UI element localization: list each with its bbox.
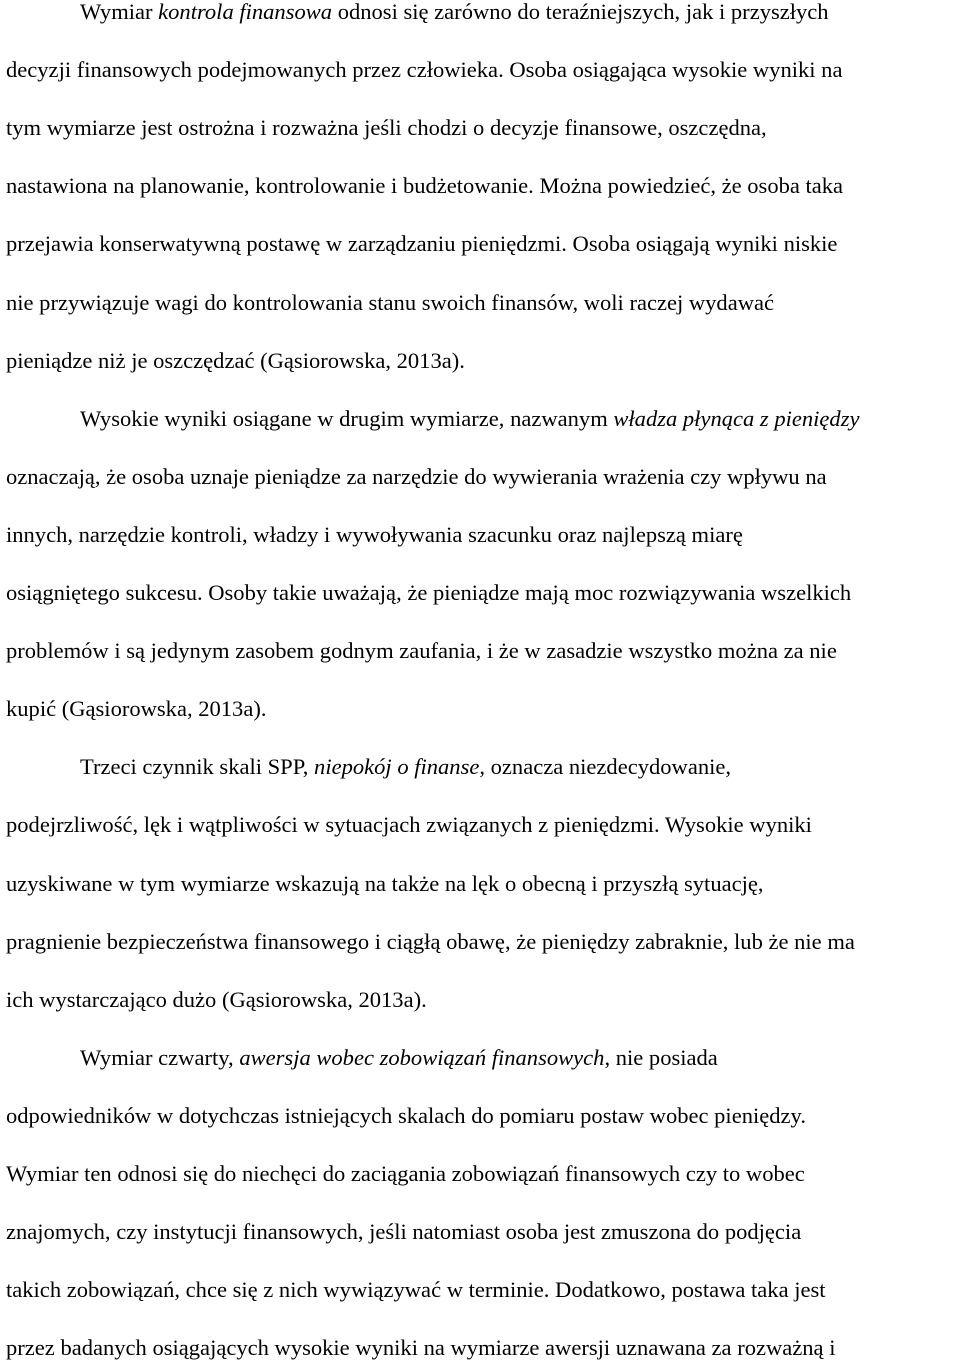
paragraph-first-line — [80, 1038, 960, 1078]
text-line — [6, 1270, 960, 1310]
text-run: tym wymiarze jest ostrożna i rozważna jeśli chodzi o decyzje finansowe, oszczędna, — [6, 115, 767, 141]
text-line — [6, 922, 960, 962]
text-line — [6, 1328, 960, 1365]
text-run: Trzeci czynnik skali SPP, — [80, 754, 315, 780]
text-line — [6, 864, 960, 904]
text-line — [6, 1154, 960, 1194]
text-run: nastawiona na planowanie, kontrolowanie i budżetowanie. Można powiedzieć, że osoba taka — [6, 173, 844, 199]
text-run: Wymiar ten odnosi się do niechęci do zaciągania zobowiązań finansowych czy to wobec — [6, 1161, 805, 1186]
italic-term: niepokój o finanse — [314, 754, 480, 780]
paragraph-first-line — [80, 0, 960, 32]
text-run: , oznacza niezdecydowanie, — [479, 754, 732, 780]
text-line — [6, 108, 960, 148]
text-run: takich zobowiązań, chce się z nich wywiązywać w terminie. Dodatkowo, postawa taka jest — [6, 1277, 826, 1303]
text-line — [6, 689, 960, 729]
text-run: podejrzliwość, lęk i wątpliwości w sytuacjach związanych z pieniędzmi. Wysokie wyniki — [6, 812, 812, 838]
text-run: odpowiedników w dotychczas istniejących skalach do pomiaru postaw wobec pieniędzy. — [6, 1102, 806, 1128]
text-run: odnosi się zarówno do teraźniejszych, jak i przyszłych — [332, 0, 829, 24]
text-line — [6, 573, 960, 613]
text-line — [6, 1096, 960, 1136]
paragraph-first-line — [80, 399, 960, 439]
text-line — [6, 805, 960, 845]
text-line — [6, 341, 960, 381]
italic-term: awersja wobec zobowiązań finansowych — [239, 1044, 605, 1070]
italic-term: kontrola finansowa — [158, 0, 333, 24]
text-run: pragnienie bezpieczeństwa finansowego i ciągłą obawę, że pieniędzy zabraknie, lub że nie ma — [6, 928, 855, 954]
text-run: Wymiar — [80, 0, 159, 24]
text-run: przejawia konserwatywną postawę w zarządzaniu pieniędzmi. Osoba osiągają wyniki niskie — [6, 231, 838, 257]
text-line — [6, 283, 960, 323]
text-run: Wymiar czwarty, — [80, 1044, 240, 1070]
text-line — [6, 631, 960, 671]
text-run: znajomych, czy instytucji finansowych, jeśli natomiast osoba jest zmuszona do podjęcia — [6, 1219, 802, 1245]
text-line — [6, 457, 960, 497]
text-run: osiągniętego sukcesu. Osoby takie uważają, że pieniądze mają moc rozwiązywania wszelkich — [6, 580, 852, 605]
text-run: decyzji finansowych podejmowanych przez człowieka. Osoba osiągająca wysokie wyniki na — [6, 57, 843, 83]
text-line — [6, 980, 960, 1020]
text-run: kupić (Gąsiorowska, 2013a). — [6, 696, 267, 722]
paragraph-first-line — [80, 747, 960, 787]
text-line — [6, 1212, 960, 1252]
text-run: uzyskiwane w tym wymiarze wskazują na także na lęk o obecną i przyszłą sytuację, — [6, 870, 764, 896]
text-run: nie przywiązuje wagi do kontrolowania stanu swoich finansów, woli raczej wydawać — [6, 289, 775, 315]
text-line — [6, 50, 960, 90]
text-line — [6, 515, 960, 555]
text-run: innych, narzędzie kontroli, władzy i wywoływania szacunku oraz najlepszą miarę — [6, 521, 743, 547]
text-run: pieniądze niż je oszczędzać (Gąsiorowska, 2013a). — [6, 347, 465, 373]
text-run: , nie posiada — [604, 1044, 718, 1070]
text-run: ich wystarczająco dużo (Gąsiorowska, 2013a). — [6, 986, 427, 1012]
text-line — [6, 166, 960, 206]
text-run: Wysokie wyniki osiągane w drugim wymiarze, nazwanym — [80, 405, 614, 431]
italic-term: władza płynąca z pieniędzy — [613, 405, 860, 431]
text-run: problemów i są jedynym zasobem godnym zaufania, i że w zasadzie wszystko można za nie — [6, 638, 837, 664]
text-run: oznaczają, że osoba uznaje pieniądze za narzędzie do wywierania wrażenia czy wpływu na — [6, 463, 827, 489]
text-line — [6, 224, 960, 264]
text-run: przez badanych osiągających wysokie wyniki na wymiarze awersji uznawana za rozważną i — [6, 1335, 836, 1361]
